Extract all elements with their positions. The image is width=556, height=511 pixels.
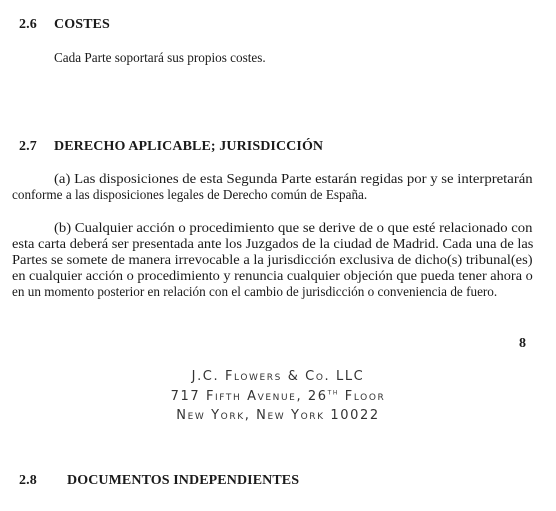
paragraph-line: (a) Las disposiciones de esta Segunda Parte estarán regidas por y se interpretarán [54,171,533,186]
paragraph-line: en cualquier acción o procedimiento y renuncia cualquier objeción que pueda tener ahora o [12,268,533,283]
company-city: New York, New York 10022 [176,408,380,423]
company-address [0,389,556,404]
section-title: DOCUMENTOS INDEPENDIENTES [67,473,300,488]
section-text: Cada Parte soportará sus propios costes. [54,50,266,65]
address-ordinal: th [327,387,340,397]
company-name: J.C. Flowers & Co. LLC [191,369,365,384]
address-floor: Floor [339,389,386,404]
paragraph-line: en un momento posterior en relación con el cambio de jurisdicción o conveniencia de fuero. [12,284,498,299]
paragraph-line: (b) Cualquier acción o procedimiento que se derive de o que esté relacionado con [54,220,533,235]
address-street: 717 Fifth Avenue, 26 [170,389,328,404]
section-number: 2.6 [19,17,37,32]
section-number: 2.7 [19,139,37,154]
section-number: 2.8 [19,473,37,488]
page-number: 8 [519,336,526,351]
section-title: COSTES [54,17,110,32]
paragraph-line: Partes se somete de manera irrevocable a la jurisdicción exclusiva de dicho(s) tribunal(es) [12,252,533,267]
section-title: DERECHO APLICABLE; JURISDICCIÓN [54,139,324,154]
paragraph-line: esta carta deberá ser presentada ante los Juzgados de la ciudad de Madrid. Cada una de las [12,236,534,251]
paragraph-line: conforme a las disposiciones legales de Derecho común de España. [12,187,368,202]
